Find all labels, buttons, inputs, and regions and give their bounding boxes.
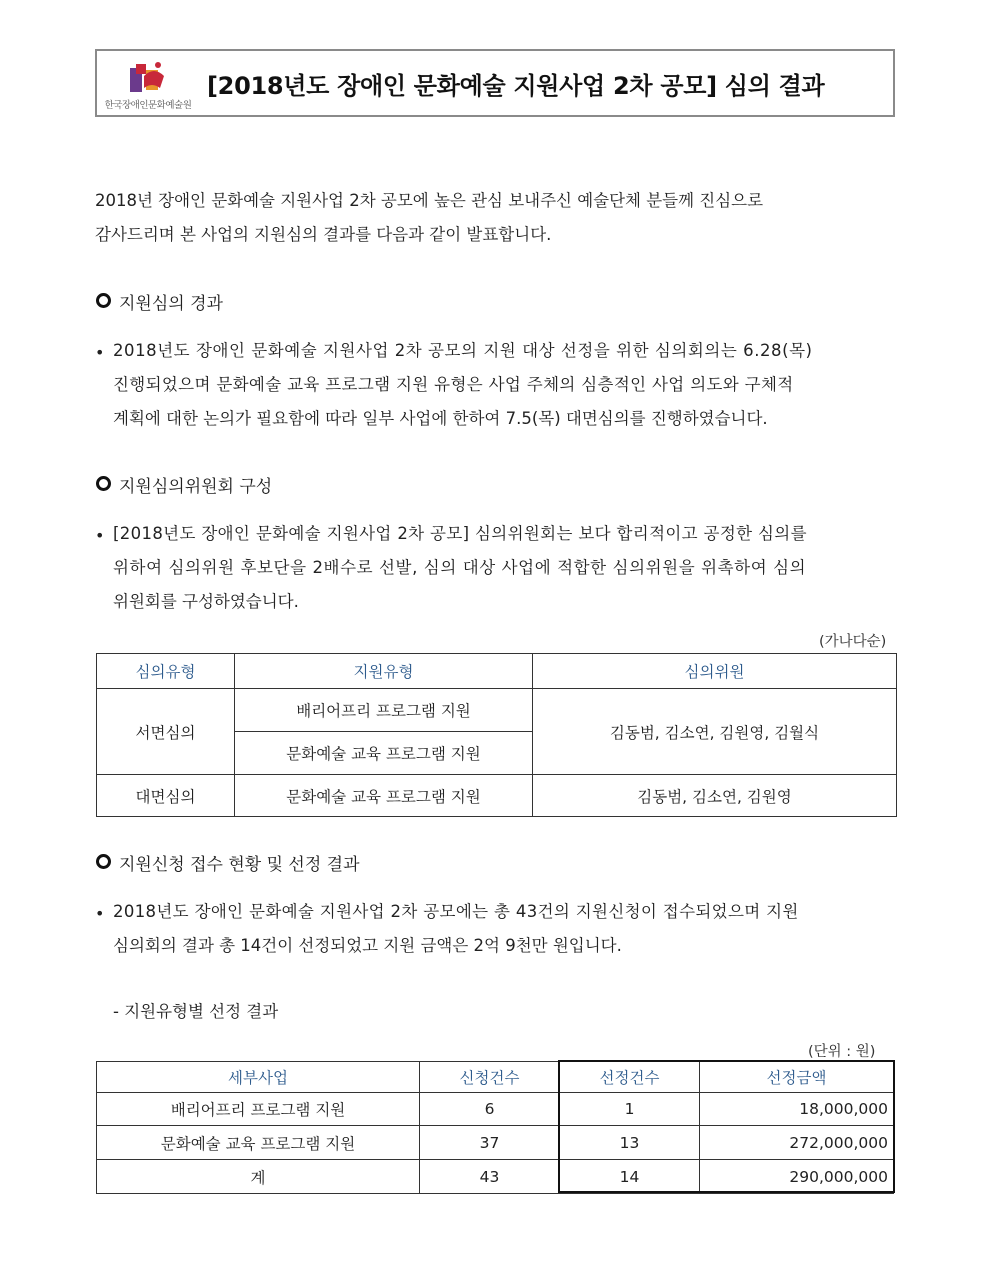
- application-count: 37: [420, 1126, 560, 1160]
- circle-bullet-icon: [96, 476, 111, 491]
- progress-line-3: 계획에 대한 논의가 필요함에 따라 일부 사업에 한하여 7.5(목) 대면심의를 진행하였습니다.: [113, 409, 768, 428]
- col-header-program: 세부사업: [97, 1062, 420, 1093]
- intro-line-2: 감사드리며 본 사업의 지원심의 결과를 다음과 같이 발표합니다.: [95, 225, 552, 244]
- interview-review-type: 대면심의: [97, 775, 235, 817]
- committee-line-2: 위하여 심의위원 후보단을 2배수로 선발, 심의 대상 사업에 적합한 심의위원을 위촉하여 심의: [113, 558, 807, 577]
- total-label: 계: [97, 1160, 420, 1194]
- interview-members: 김동범, 김소연, 김원영: [533, 775, 897, 817]
- written-members: 김동범, 김소연, 김원영, 김월식: [533, 689, 897, 775]
- selected-amount: 272,000,000: [700, 1126, 894, 1160]
- selected-amount: 18,000,000: [700, 1093, 894, 1126]
- program-name: 문화예술 교육 프로그램 지원: [97, 1126, 420, 1160]
- section-heading-committee: 지원심의위원회 구성: [119, 477, 273, 497]
- results-sub-heading: - 지원유형별 선정 결과: [113, 1002, 279, 1021]
- circle-bullet-icon: [96, 854, 111, 869]
- section-heading-results: 지원신청 접수 현황 및 선정 결과: [119, 855, 360, 875]
- results-line-1: 2018년도 장애인 문화예술 지원사업 2차 공모에는 총 43건의 지원신청이 접수되었으며 지원: [113, 902, 799, 921]
- col-header-members: 심의위원: [533, 654, 897, 689]
- unit-note: (단위 : 원): [808, 1044, 876, 1060]
- section-heading-progress: 지원심의 경과: [119, 294, 223, 314]
- written-support-type-2: 문화예술 교육 프로그램 지원: [235, 732, 533, 775]
- application-count: 6: [420, 1093, 560, 1126]
- col-header-selected: 선정건수: [560, 1062, 700, 1093]
- committee-line-1: [2018년도 장애인 문화예술 지원사업 2차 공모] 심의위원회는 보다 합리적이고 공정한 심의를: [113, 524, 807, 543]
- total-amount: 290,000,000: [700, 1160, 894, 1194]
- col-header-applications: 신청건수: [420, 1062, 560, 1093]
- committee-table: [96, 653, 897, 817]
- written-review-type: 서면심의: [97, 689, 235, 775]
- total-selected: 14: [560, 1160, 700, 1194]
- selection-highlight-box: [558, 1060, 895, 1193]
- col-header-review-type: 심의유형: [97, 654, 235, 689]
- committee-line-3: 위원회를 구성하였습니다.: [113, 592, 299, 611]
- page-title: [2018년도 장애인 문화예술 지원사업 2차 공모] 심의 결과: [207, 72, 825, 100]
- circle-bullet-icon: [96, 293, 111, 308]
- written-support-type-1: 배리어프리 프로그램 지원: [235, 689, 533, 732]
- col-header-amount: 선정금액: [700, 1062, 894, 1093]
- sort-note: (가나다순): [819, 634, 887, 650]
- program-name: 배리어프리 프로그램 지원: [97, 1093, 420, 1126]
- selected-count: 1: [560, 1093, 700, 1126]
- bullet-dot: •: [95, 343, 105, 362]
- logo-text: 한국장애인문화예술원: [104, 100, 192, 111]
- interview-support-type: 문화예술 교육 프로그램 지원: [235, 775, 533, 817]
- bullet-dot: •: [95, 526, 105, 545]
- progress-line-2: 진행되었으며 문화예술 교육 프로그램 지원 유형은 사업 주체의 심층적인 사업 의도와 구체적: [113, 375, 794, 394]
- results-line-2: 심의회의 결과 총 14건이 선정되었고 지원 금액은 2억 9천만 원입니다.: [113, 936, 622, 955]
- total-applications: 43: [420, 1160, 560, 1194]
- intro-line-1: 2018년 장애인 문화예술 지원사업 2차 공모에 높은 관심 보내주신 예술단체 분들께 진심으로: [95, 191, 764, 210]
- selected-count: 13: [560, 1126, 700, 1160]
- progress-line-1: 2018년도 장애인 문화예술 지원사업 2차 공모의 지원 대상 선정을 위한 심의회의는 6.28(목): [113, 341, 813, 360]
- bullet-dot: •: [95, 904, 105, 923]
- col-header-support-type: 지원유형: [235, 654, 533, 689]
